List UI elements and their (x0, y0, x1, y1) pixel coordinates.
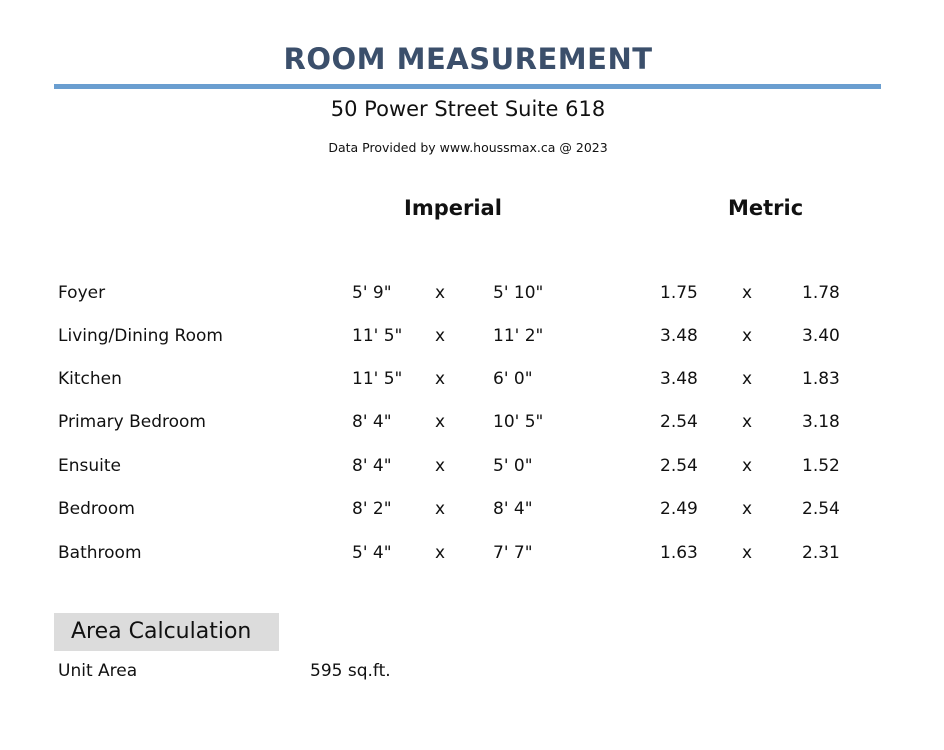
title-divider (54, 84, 881, 89)
room-name: Kitchen (58, 369, 122, 389)
metric-length: 3.40 (802, 326, 840, 346)
metric-width: 1.75 (660, 283, 698, 303)
metric-by-sign: x (742, 326, 753, 346)
imperial-by-sign: x (435, 543, 446, 563)
metric-width: 2.54 (660, 412, 698, 432)
imperial-by-sign: x (435, 326, 446, 346)
room-row (0, 499, 944, 523)
room-row (0, 543, 944, 567)
imperial-width: 11' 5" (352, 326, 403, 346)
area-calculation-heading (54, 613, 279, 651)
room-name: Bathroom (58, 543, 142, 563)
metric-width: 2.54 (660, 456, 698, 476)
imperial-width: 5' 4" (352, 543, 392, 563)
room-row (0, 326, 944, 350)
imperial-by-sign: x (435, 369, 446, 389)
metric-width: 3.48 (660, 326, 698, 346)
room-name: Foyer (58, 283, 106, 303)
metric-by-sign: x (742, 283, 753, 303)
imperial-by-sign: x (435, 456, 446, 476)
imperial-width: 11' 5" (352, 369, 403, 389)
metric-by-sign: x (742, 369, 753, 389)
metric-length: 2.54 (802, 499, 840, 519)
metric-width: 2.49 (660, 499, 698, 519)
imperial-width: 8' 4" (352, 456, 392, 476)
metric-length: 3.18 (802, 412, 840, 432)
imperial-by-sign: x (435, 412, 446, 432)
metric-length: 1.78 (802, 283, 840, 303)
data-provider-note: Data Provided by www.houssmax.ca @ 2023 (328, 140, 608, 155)
room-name: Primary Bedroom (58, 412, 206, 432)
metric-width: 3.48 (660, 369, 698, 389)
metric-by-sign: x (742, 412, 753, 432)
metric-length: 2.31 (802, 543, 840, 563)
metric-width: 1.63 (660, 543, 698, 563)
imperial-by-sign: x (435, 283, 446, 303)
room-row (0, 412, 944, 436)
imperial-width: 8' 2" (352, 499, 392, 519)
imperial-width: 8' 4" (352, 412, 392, 432)
metric-length: 1.52 (802, 456, 840, 476)
unit-area-value: 595 sq.ft. (310, 661, 391, 681)
imperial-length: 7' 7" (493, 543, 533, 563)
imperial-length: 5' 0" (493, 456, 533, 476)
property-address: 50 Power Street Suite 618 (330, 97, 606, 121)
metric-by-sign: x (742, 456, 753, 476)
room-name: Ensuite (58, 456, 121, 476)
metric-by-sign: x (742, 543, 753, 563)
imperial-width: 5' 9" (352, 283, 392, 303)
room-row (0, 283, 944, 307)
area-calculation-title: Area Calculation (71, 619, 252, 644)
imperial-length: 6' 0" (493, 369, 533, 389)
imperial-by-sign: x (435, 499, 446, 519)
room-row (0, 456, 944, 480)
metric-length: 1.83 (802, 369, 840, 389)
imperial-length: 11' 2" (493, 326, 544, 346)
imperial-column-header: Imperial (404, 196, 502, 220)
imperial-length: 5' 10" (493, 283, 544, 303)
page-title: ROOM MEASUREMENT (283, 42, 653, 76)
room-row (0, 369, 944, 393)
metric-by-sign: x (742, 499, 753, 519)
imperial-length: 10' 5" (493, 412, 544, 432)
metric-column-header: Metric (728, 196, 804, 220)
imperial-length: 8' 4" (493, 499, 533, 519)
room-name: Living/Dining Room (58, 326, 223, 346)
unit-area-label: Unit Area (58, 661, 138, 681)
room-name: Bedroom (58, 499, 135, 519)
